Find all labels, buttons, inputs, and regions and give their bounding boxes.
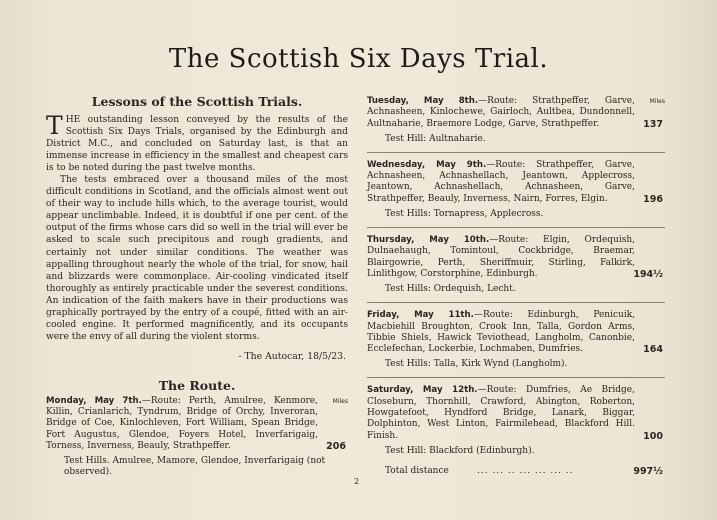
day-miles: 196 <box>643 193 663 205</box>
lessons-paragraph-1 <box>46 111 348 174</box>
lessons-paragraph-1-text: HE outstanding lesson conveyed by the results of the Scottish Six Days Trials, organised by the Edinburgh and District M.C., and concluded on Saturday last, is that an immense increase in efficiency in the smallest and cheapest cars is to be noted during the past twelve months. <box>46 115 348 174</box>
day-name: Thursday, May 10th. <box>367 235 490 246</box>
day-test-hills: Test Hills: Tornapress, Applecross. <box>385 209 544 220</box>
route-day-thursday <box>367 235 665 280</box>
day-test-hills: Test Hills: Talla, Kirk Wynd (Langholm). <box>385 359 568 370</box>
day-text <box>367 235 665 280</box>
day-route: —Route: Dumfries, Ae Bridge, Closeburn, Thornhill, Crawford, Abington, Roberton, Howgatefoot, Hyndford Bridge, Lanark, Biggar, Dolphinton, West Linton, Fairmilehead, Blackford Hill. Finish. <box>367 385 635 441</box>
day-miles: 164 <box>643 344 663 356</box>
lessons-paragraph-2: The tests embraced over a thousand miles of the most difficult conditions in Scotland, and the officials almost went out of their way to include hills which, to the average tourist, would appear unclimbable. Indeed, it is doubtful if one per cent. of the output of the firms whose cars did so well in the trial will ever be asked to scale such precipitous and rough gradients, and certainly not under similar conditions. The weather was appalling throughout nearly the whole of the trial, for snow, hail and blizzards were commonplace. Air-cooling vindicated itself thoroughly as entirely practicable under the severest conditions. An indication of the faith makers have in their productions was graphically portrayed by the entry of a coupé, fitted with an air-cooled engine. It performed magnificently, and its occupants were the envy of all during the violent storms. <box>46 175 348 342</box>
drop-cap: T <box>46 111 63 140</box>
day-text <box>367 160 665 205</box>
quote-citation <box>46 351 346 362</box>
page-number: 2 <box>354 477 360 486</box>
route-heading: The Route. <box>158 377 236 393</box>
day-name: Wednesday, May 9th. <box>367 159 487 170</box>
day-name: Tuesday, May 8th. <box>367 96 479 106</box>
day-route: —Route: Edinburgh, Penicuik, Macbiehill Broughton, Crook Inn, Talla, Gordon Arms, Tibbie Shiels, Hawick Teviothead, Langholm, Canonbie, Ecclefechan, Lockerbie, Lochmaben, Dumfries. <box>367 310 636 355</box>
quote-date: 18/5/23. <box>307 350 346 362</box>
day-text <box>367 96 665 130</box>
day-route: —Route: Perth, Amulree, Kenmore, Killin, Crianlarich, Tyndrum, Bridge of Orchy, Inveroran, Bridge of Coe, Kinlochleven, Fort William, Spean Bridge, Fort Augustus, Glendoe, Foyers Hotel, Inverfarigaig, Torness, Inverness, Beauly, Strathpeffer. <box>46 395 318 452</box>
quote-source: - The Autocar, <box>238 350 305 362</box>
day-route: —Route: Strathpeffer, Garve, Achnasheen, Kinlochewe, Gairloch, Aultbea, Dundonnell, Aultnaharie, Braemore Lodge, Garve, Strathpeffer. <box>367 96 635 129</box>
total-distance-label: Total distance <box>385 465 449 476</box>
page-title: The Scottish Six Days Trial. <box>168 44 549 74</box>
route-day-monday <box>46 396 348 452</box>
lessons-heading: Lessons of the Scottish Trials. <box>91 94 303 109</box>
day-test-hills: Test Hill: Aultnaharie. <box>385 133 486 144</box>
day-miles: 137 <box>643 118 663 130</box>
day-test-hills: Test Hill: Blackford (Edinburgh). <box>385 445 535 456</box>
day-text <box>367 310 665 355</box>
section-divider <box>367 227 665 228</box>
route-day-saturday <box>367 385 665 441</box>
day-text <box>46 396 348 452</box>
day-name: Friday, May 11th. <box>367 310 474 321</box>
total-distance-row <box>367 466 665 479</box>
total-leader-dots: ... ... .. ... ... ... .. <box>477 465 574 476</box>
route-day-wednesday <box>367 160 665 205</box>
day-route: —Route: Strathpeffer, Garve, Achnasheen, Achnashellach, Jeantown, Applecross, Jeantown, Achnashellach, Achnasheen, Garve, Strathpeffer, Beauly, Inverness, Nairn, Forres, Elgin. <box>367 159 635 204</box>
day-text <box>367 385 665 441</box>
day-route: —Route: Elgin, Ordequish, Dulnaehaugh, Tomintoul, Cockbridge, Braemar, Blairgowrie, Perth, Sheriffmuir, Stirling, Falkirk, Linlithgow, Corstorphine, Edinburgh. <box>367 235 635 279</box>
day-name: Saturday, May 12th. <box>367 385 478 396</box>
left-column <box>46 94 348 478</box>
day-miles: 100 <box>643 430 663 442</box>
route-day-friday <box>367 310 665 355</box>
day-miles: 206 <box>326 441 346 453</box>
right-column <box>367 96 665 479</box>
section-divider <box>367 152 665 153</box>
total-distance-value: 997½ <box>633 465 663 477</box>
miles-column-label: Miles <box>649 98 665 105</box>
day-test-hills: Test Hills: Ordequish, Lecht. <box>385 284 516 295</box>
day-miles: 194½ <box>633 268 663 280</box>
section-divider <box>367 302 665 303</box>
day-name: Monday, May 7th. <box>46 395 142 406</box>
route-day-tuesday <box>367 96 665 130</box>
route-heading-row <box>46 378 348 394</box>
day-test-hills: Test Hills. Amulree, Mamore, Glendoe, Inverfarigaig (not observed). <box>64 456 326 478</box>
section-divider <box>367 377 665 378</box>
miles-column-label: Miles <box>332 397 348 405</box>
